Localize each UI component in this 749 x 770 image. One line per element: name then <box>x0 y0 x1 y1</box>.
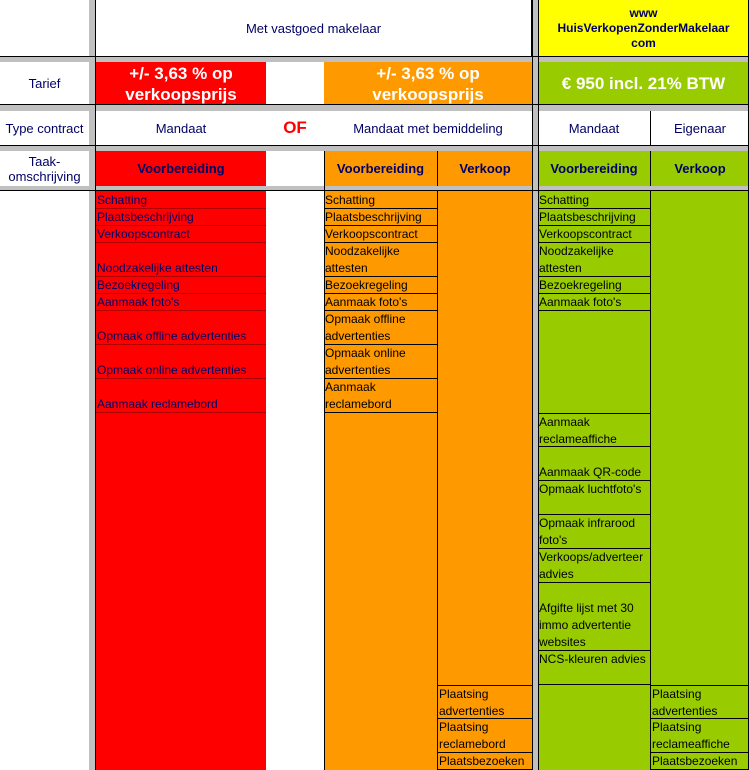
label-type-contract-text: Type contract <box>5 120 84 136</box>
contract-mandaat <box>96 111 266 145</box>
contract-bemiddeling-text: Mandaat met bemiddeling <box>353 120 503 136</box>
task-orange-plaatsing-advertenties: Plaatsing advertenties <box>438 685 532 719</box>
label-tarief-text: Tarief <box>28 76 61 91</box>
tarief-makelaar-orange <box>324 62 532 105</box>
col-green-verkoop <box>651 151 749 186</box>
col-orange-voorbereiding-text: Voorbereiding <box>336 161 425 176</box>
contract-eigenaar <box>651 111 749 145</box>
grid-line <box>538 0 539 770</box>
body-green-sale-column <box>651 191 749 770</box>
task-orange-verkoopscontract: Verkoopscontract <box>324 226 438 243</box>
contract-mandaat-text: Mandaat <box>155 120 207 136</box>
body-orange-sale-column <box>438 191 532 770</box>
contract-bemiddeling <box>324 111 532 145</box>
task-green-infrarood: Opmaak infrarood foto's <box>538 515 651 549</box>
task-green-reclameaffiche: Aanmaak reclameaffiche <box>538 413 651 447</box>
task-green-plaatsing-advertenties: Plaatsing advertenties <box>651 685 749 719</box>
task-orange-schatting: Schatting <box>324 192 438 209</box>
task-green-verkoopscontract: Verkoopscontract <box>538 226 651 243</box>
task-orange-reclamebord: Aanmaak reclamebord <box>324 379 438 413</box>
task-orange-plaatsing-reclamebord: Plaatsing reclamebord <box>438 719 532 753</box>
task-red-verkoopscontract: Verkoopscontract <box>96 226 266 243</box>
task-green-fotos: Aanmaak foto's <box>538 294 651 311</box>
task-red-schatting: Schatting <box>96 192 266 209</box>
task-red-online: Opmaak online advertenties <box>96 345 266 379</box>
task-green-plaatsing-reclameaffiche: Plaatsing reclameaffiche <box>651 719 749 753</box>
task-green-websites: Afgifte lijst met 30 immo advertentie websites <box>538 583 651 651</box>
tarief-hvzm-text: € 950 incl. 21% BTW <box>561 73 726 93</box>
contract-of-text: OF <box>283 118 307 137</box>
header-makelaar <box>96 0 532 56</box>
task-orange-fotos: Aanmaak foto's <box>324 294 438 311</box>
tarief-hvzm <box>538 62 749 105</box>
task-orange-plaatsbezoeken: Plaatsbezoeken <box>438 753 532 770</box>
header-hvzm-line2: HuisVerkopenZonderMakelaar <box>557 20 730 35</box>
task-red-attesten: Noodzakelijke attesten <box>96 243 266 277</box>
header-hvzm-line3: com <box>631 35 656 50</box>
col-green-voorbereiding-text: Voorbereiding <box>550 161 638 176</box>
header-hvzm-line1: www <box>629 5 658 20</box>
task-green-schatting: Schatting <box>538 192 651 209</box>
task-red-plaatsbeschrijving: Plaatsbeschrijving <box>96 209 266 226</box>
task-red-reclamebord: Aanmaak reclamebord <box>96 379 266 413</box>
task-green-plaatsbezoeken: Plaatsbezoeken <box>651 753 749 770</box>
task-red-bezoekregeling: Bezoekregeling <box>96 277 266 294</box>
grid-line <box>0 190 749 191</box>
contract-of <box>266 111 324 145</box>
task-red-offline: Opmaak offline advertenties <box>96 311 266 345</box>
col-red-voorbereiding <box>96 151 266 186</box>
header-hvzm <box>538 0 749 56</box>
col-orange-verkoop-text: Verkoop <box>459 161 511 176</box>
col-orange-verkoop <box>438 151 532 186</box>
grid-line <box>95 0 96 770</box>
label-type-contract <box>0 111 89 145</box>
task-green-plaatsbeschrijving: Plaatsbeschrijving <box>538 209 651 226</box>
grid-line <box>324 151 325 770</box>
header-makelaar-text: Met vastgoed makelaar <box>245 20 382 36</box>
task-green-advies: Verkoops/adverteer advies <box>538 549 651 583</box>
grid-line <box>532 0 533 770</box>
contract-mandaat-hvzm <box>538 111 651 145</box>
task-orange-online: Opmaak online advertenties <box>324 345 438 379</box>
contract-mandaat-hvzm-text: Mandaat <box>568 120 620 136</box>
grid-line <box>0 145 749 146</box>
task-red-fotos: Aanmaak foto's <box>96 294 266 311</box>
task-orange-offline: Opmaak offline advertenties <box>324 311 438 345</box>
task-green-qr-code: Aanmaak QR-code <box>538 447 651 481</box>
task-orange-plaatsbeschrijving: Plaatsbeschrijving <box>324 209 438 226</box>
grid-line <box>0 56 749 57</box>
task-green-luchtfotos: Opmaak luchtfoto's <box>538 481 651 515</box>
tarief-makelaar-orange-text: +/- 3,63 % op verkoopsprijs <box>372 63 484 104</box>
tarief-makelaar-red-text: +/- 3,63 % op verkoopsprijs <box>125 63 237 104</box>
task-green-attesten: Noodzakelijke attesten <box>538 243 651 277</box>
grid-line <box>0 104 749 105</box>
col-orange-voorbereiding <box>324 151 438 186</box>
col-green-voorbereiding <box>538 151 651 186</box>
label-tarief <box>0 62 89 105</box>
task-green-bezoekregeling: Bezoekregeling <box>538 277 651 294</box>
label-taak <box>0 151 89 186</box>
label-taak-text: Taak-omschrijving <box>8 153 81 184</box>
task-orange-bezoekregeling: Bezoekregeling <box>324 277 438 294</box>
col-red-voorbereiding-text: Voorbereiding <box>137 161 225 176</box>
col-green-verkoop-text: Verkoop <box>674 161 726 176</box>
task-orange-attesten: Noodzakelijke attesten <box>324 243 438 277</box>
tarief-makelaar-red <box>96 62 266 105</box>
task-green-ncs: NCS-kleuren advies <box>538 651 651 685</box>
contract-eigenaar-text: Eigenaar <box>673 120 727 136</box>
